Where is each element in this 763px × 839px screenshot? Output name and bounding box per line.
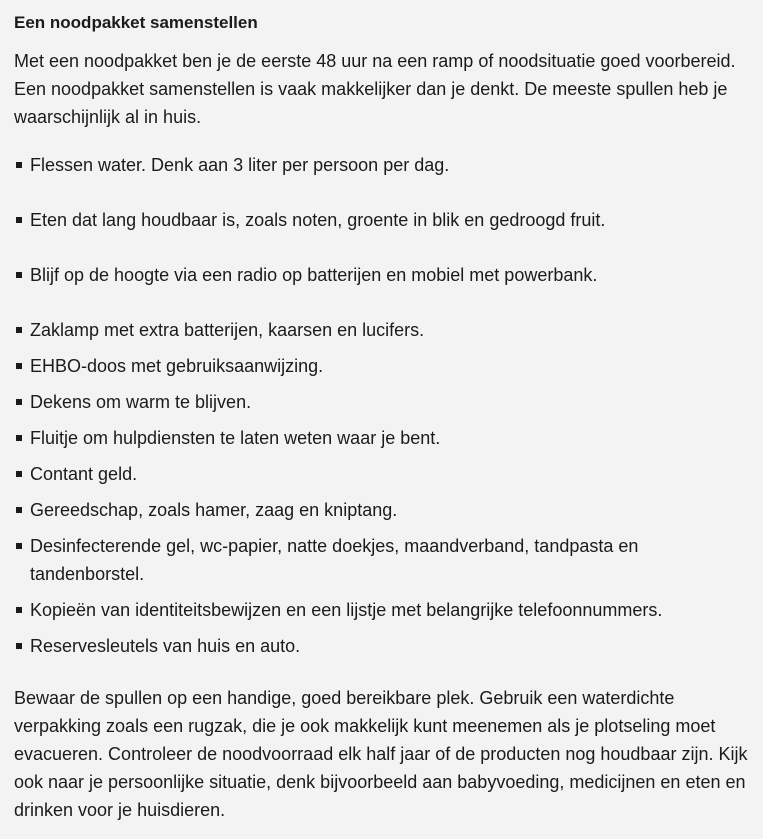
- list-item: [14, 496, 734, 524]
- bullet-square-icon: [16, 399, 22, 405]
- list-item: [14, 151, 734, 179]
- page-title: Een noodpakket samenstellen: [14, 13, 258, 32]
- list-item: [14, 261, 734, 289]
- bullet-square-icon: [16, 162, 22, 168]
- bullet-square-icon: [16, 327, 22, 333]
- supplies-list: [14, 151, 734, 660]
- list-item: [14, 632, 734, 660]
- list-item: [14, 596, 734, 624]
- bullet-square-icon: [16, 272, 22, 278]
- list-item: [14, 352, 734, 380]
- bullet-square-icon: [16, 471, 22, 477]
- list-item-text: Flessen water. Denk aan 3 liter per persoon per dag.: [30, 155, 450, 176]
- list-item-text: Kopieën van identiteitsbewijzen en een lijstje met belangrijke telefoonnummers.: [30, 600, 663, 621]
- list-item-text: Fluitje om hulpdiensten te laten weten waar je bent.: [30, 428, 441, 449]
- list-item: [14, 206, 734, 234]
- bullet-square-icon: [16, 507, 22, 513]
- list-item: [14, 424, 734, 452]
- list-item-text: Blijf op de hoogte via een radio op batterijen en mobiel met powerbank.: [30, 265, 598, 286]
- intro-paragraph: Met een noodpakket ben je de eerste 48 uur na een ramp of noodsituatie goed voorbereid. Een noodpakket samenstellen is vaak makkelijker dan je denkt. De meeste spullen heb je waarschijnlijk al in huis.: [14, 51, 736, 128]
- bullet-square-icon: [16, 543, 22, 549]
- list-item-text: Contant geld.: [30, 464, 138, 485]
- bullet-square-icon: [16, 607, 22, 613]
- bullet-square-icon: [16, 363, 22, 369]
- list-item-text: Dekens om warm te blijven.: [30, 392, 252, 413]
- bullet-square-icon: [16, 643, 22, 649]
- list-item: [14, 316, 734, 344]
- list-item-text: Desinfecterende gel, wc-papier, natte doekjes, maandverband, tandpasta en tandenborstel.: [30, 536, 639, 585]
- bullet-square-icon: [16, 217, 22, 223]
- bullet-square-icon: [16, 435, 22, 441]
- list-item: [14, 460, 734, 488]
- list-item: [14, 532, 734, 588]
- list-item-text: Eten dat lang houdbaar is, zoals noten, groente in blik en gedroogd fruit.: [30, 210, 606, 231]
- outro-paragraph: Bewaar de spullen op een handige, goed bereikbare plek. Gebruik een waterdichte verpakking zoals een rugzak, die je ook makkelijk kunt meenemen als je plotseling moet evacueren. Controleer de noodvoorraad elk half jaar of de producten nog houdbaar zijn. Kijk ook naar je persoonlijke situatie, denk bijvoorbeeld aan babyvoeding, medicijnen en eten en drinken voor je huisdieren.: [14, 688, 748, 821]
- list-item-text: EHBO-doos met gebruiksaanwijzing.: [30, 356, 324, 377]
- list-item-text: Zaklamp met extra batterijen, kaarsen en lucifers.: [30, 320, 425, 341]
- list-item-text: Gereedschap, zoals hamer, zaag en kniptang.: [30, 500, 398, 521]
- list-item: [14, 388, 734, 416]
- list-item-text: Reservesleutels van huis en auto.: [30, 636, 301, 657]
